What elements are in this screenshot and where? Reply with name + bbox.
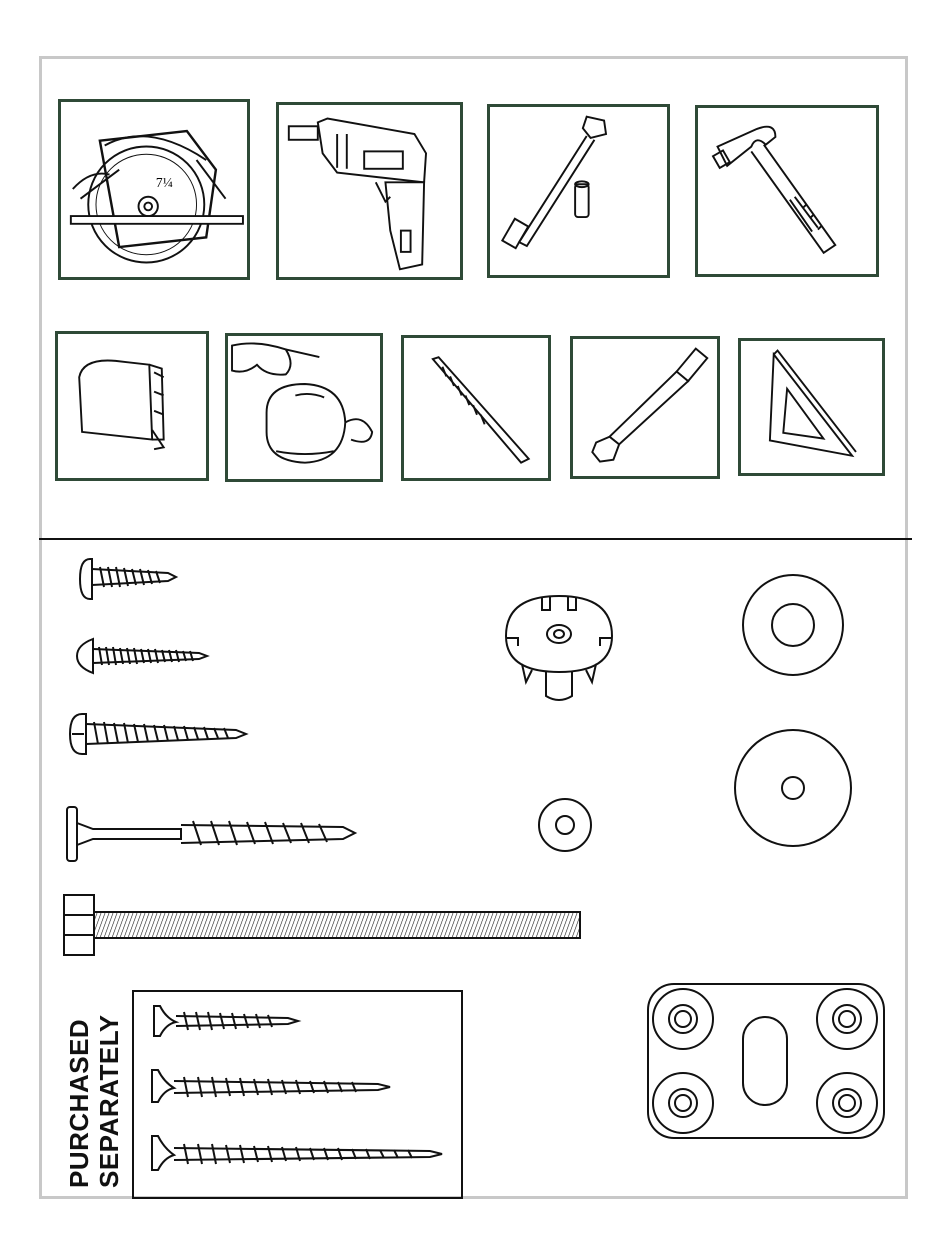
small-washer [536,796,594,854]
truss-head-screw [73,635,213,677]
hex-bolt [60,893,584,957]
washer-icon [732,727,854,849]
screwdriver-bit-icon [573,339,717,476]
screw-icon [63,805,359,863]
drill-bit-icon [404,338,548,478]
washer-icon [740,572,846,678]
purchased-separately-box [132,990,463,1199]
screw-icon [78,555,180,603]
flat-washer-large-hole [740,572,846,678]
tool-box-tape-measure [55,331,209,481]
saw-blade-size: 7¼ [155,175,173,191]
tool-box-socket-wrench [487,104,670,278]
tool-box-speed-square [738,338,885,476]
claw-hammer-icon [698,108,876,274]
washer-icon [536,796,594,854]
purchased-separately-label [64,988,124,1188]
tape-measure-icon [58,334,206,478]
tool-box-safety-gear [225,333,383,482]
drywall-screw-long-icon [148,1132,446,1174]
tool-box-claw-hammer [695,105,879,277]
section-divider [39,538,912,540]
purchased-label-line1: PURCHASED [64,1018,94,1188]
mounting-plate-icon [645,981,887,1141]
purchased-label-line2: SEPARATELY [94,1014,124,1188]
safety-glasses-and-mask-icon [228,336,380,479]
tool-box-power-drill [276,102,463,280]
drywall-screw-medium-icon [148,1066,394,1106]
mounting-plate [645,981,887,1141]
tee-nut-icon [502,592,616,704]
tool-box-screwdriver-bit [570,336,720,479]
lag-screw [63,805,359,863]
circular-saw-icon [61,102,247,277]
pan-head-screw-short [78,555,180,603]
screw-icon [73,635,213,677]
pan-head-screw-long [68,710,250,758]
tee-nut [502,592,616,704]
socket-wrench-icon [490,107,667,275]
bolt-icon [60,893,584,957]
drywall-screw-short-icon [150,1002,302,1040]
speed-square-icon [741,341,882,473]
tool-box-circular-saw [58,99,250,280]
fender-washer [732,727,854,849]
tool-box-drill-bit [401,335,551,481]
power-drill-icon [279,105,460,277]
screw-icon [68,710,250,758]
